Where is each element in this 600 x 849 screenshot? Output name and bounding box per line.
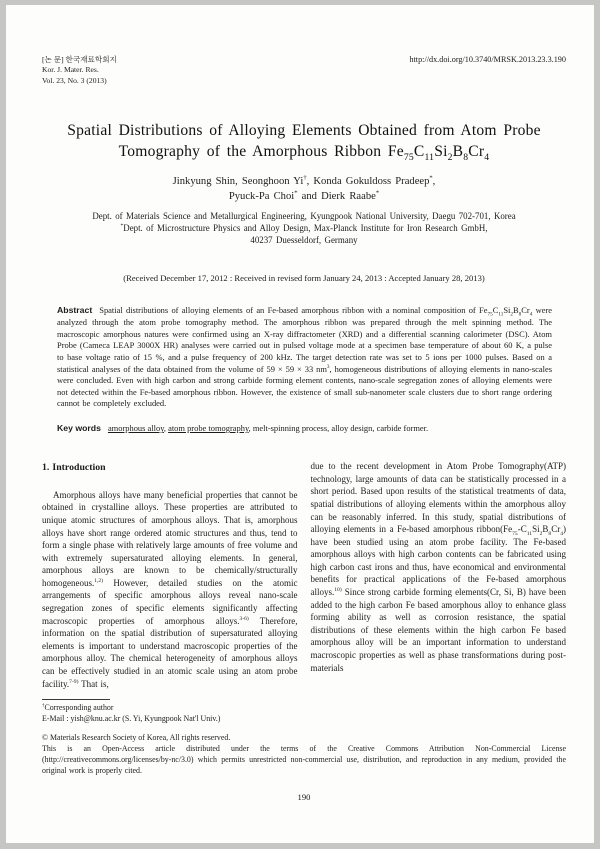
- footnote-block: [42, 699, 312, 724]
- paper-page: [6, 5, 594, 843]
- intro-left-paragraph: Amorphous alloys have many beneficial properties that cannot be obtained in crystalline alloys. These properties are attributed to unique atomic structures of amorphous alloys. That is, amorphous alloys have short range ordered atomic structures and thus, tend to form a single phase with relatively large amounts of free volume and with extremely supersaturated alloying elements. In general, amorphous alloys are known to be chemically/structurally homogeneous.$^{1,2)}$ However, detailed studies on the atomic arrangements of specific amorphous alloys reveal nano-scale segregation zones of specific elements significantly affecting macroscopic properties of amorphous alloys.$^{3-6)}$ Therefore, information on the spatial distribution of supersaturated alloying elements is important to understand macroscopic properties of the amorphous alloy. The chemical heterogeneity of amorphous alloys can be effectively studied in an atomic scale using an atom probe facility.$^{7-9)}$ That is,: [42, 489, 298, 689]
- keywords-label: Key words: [57, 423, 101, 434]
- affiliation-line2: *Dept. of Microstructure Physics and Alloy Design, Max-Planck Institute for Iron Research GmbH,: [120, 223, 488, 234]
- journal-mark: [논 문] 한국재료학회지: [42, 55, 117, 64]
- abstract-paragraph: [57, 305, 552, 410]
- doi-text: http://dx.doi.org/10.3740/MRSK.2013.23.3.190: [409, 55, 566, 64]
- left-column: [42, 460, 298, 690]
- license-text: This is an Open-Access article distributed under the terms of the Creative Commons Attribution Non-Commercial License (http://creativecommons.org/licenses/by-nc/3.0) which permits unrestricted non-commercial use, distribution, and reproduction in any medium, provided the original work is properly cited.: [42, 744, 566, 775]
- received-dates: (Received December 17, 2012 : Received in revised form January 24, 2013 : Accepted January 28, 2013): [123, 273, 485, 284]
- intro-right-paragraph: due to the recent development in Atom Probe Tomography(ATP) technology, large amounts of data can be statistically processed in a short period. Based upon results of the statistical treatments of data, spatial distributions of alloying elements within the amorphous alloy can be reasonably inferred. In this study, spatial distributions of alloying elements in a Fe-based amorphous $ribbon(Fe_{75}-C_{11}Si_2B_8Cr_4)$ have been studied using an atom probe facility. The Fe-based amorphous alloys with high carbon contents can be fabricated using high carbon cast irons and thus, have economical and environmental benefits for practical applications of the Fe-based amorphous alloys.$^{10)}$ Since strong carbide forming elements(Cr, Si, B) have been added to the high carbon Fe based amorphous alloy to enhance glass forming ability as well as corrosion resistance, the spatial distributions of these elements within the high carbon Fe based amorphous alloy will be an important information to understand macroscopic properties as well as phase transformations during post-materials: [310, 461, 566, 673]
- paper-title-line2: Tomography of the Amorphous Ribbon $Fe_{75}C_{11}Si_2B_8Cr_4$: [118, 143, 490, 164]
- footnote-rule: [42, 699, 110, 700]
- page-header: [42, 55, 566, 86]
- journal-abbrev: Kor. J. Mater. Res.: [42, 65, 99, 75]
- affiliation-line3: 40237 Duesseldorf, Germany: [250, 235, 358, 246]
- authors-block: [42, 175, 566, 204]
- keywords-line: [57, 423, 552, 433]
- affiliations-block: [42, 210, 566, 246]
- paper-title: [42, 120, 566, 162]
- paper-title-line1: Spatial Distributions of Alloying Elements Obtained from Atom Probe: [67, 122, 541, 140]
- abstract-text: Spatial distributions of alloying elements of an Fe-based amorphous ribbon with a nominal composition of $Fe_{75}C_{11}Si_2B_8Cr_4$ were analyzed through the atom probe tomography method. The amorphous ribbon was prepared through the melt spinning method. The macroscopic amorphous natures were confirmed using an X-ray diffractometer (XRD) and a differential scanning calorimeter (DSC). Atom Probe (Cameca LEAP 3000X HR) analyses were carried out in pulsed voltage mode at a specimen base temperature of about 60 K, a pulse to base voltage ratio of 15 %, and a pulse frequency of 200 kHz. The target detection rate was set to 5 ions per 1000 pulses. Based on a statistical analyses of the data obtained from the volume of 59 × 59 × 33 $nm^3$, homogeneous distributions of alloying elements in nano-scales were concluded. Even with high carbon and strong carbide forming element contents, nano-scale segregation zones of alloying elements were not detected within the Fe-based amorphous ribbon. However, the existence of small sub-nanometer scale clusters due to short range ordering cannot be completely excluded.: [57, 305, 552, 409]
- right-column: [311, 460, 567, 690]
- body-columns: [42, 460, 566, 690]
- keywords-text: amorphous alloy, atom probe tomography, melt-spinning process, alloy design, carbide former.: [107, 423, 429, 434]
- page-number: 190: [297, 791, 311, 802]
- section-heading-introduction: 1. Introduction: [42, 462, 106, 474]
- authors-line2: Pyuck-Pa Choi* and Dierk Raabe*: [228, 189, 380, 202]
- authors-line1: Jinkyung Shin, Seonghoon Yi†, Konda Gokuldoss Pradeep*,: [172, 174, 436, 188]
- copyright-notice: © Materials Research Society of Korea, All rights reserved.: [42, 733, 231, 743]
- affiliation-line1: Dept. of Materials Science and Metallurgical Engineering, Kyungpook National University, Daegu 702-701, Korea: [92, 211, 516, 222]
- corresponding-author-note: †Corresponding author: [42, 703, 114, 713]
- footer-block: [42, 733, 566, 776]
- abstract-label: Abstract: [57, 305, 93, 316]
- volume-info: Vol. 23, No. 3 (2013): [42, 75, 107, 85]
- journal-info: [42, 55, 117, 86]
- email-note: E-Mail : yish@knu.ac.kr (S. Yi, Kyungpook Nat'l Univ.): [42, 713, 221, 723]
